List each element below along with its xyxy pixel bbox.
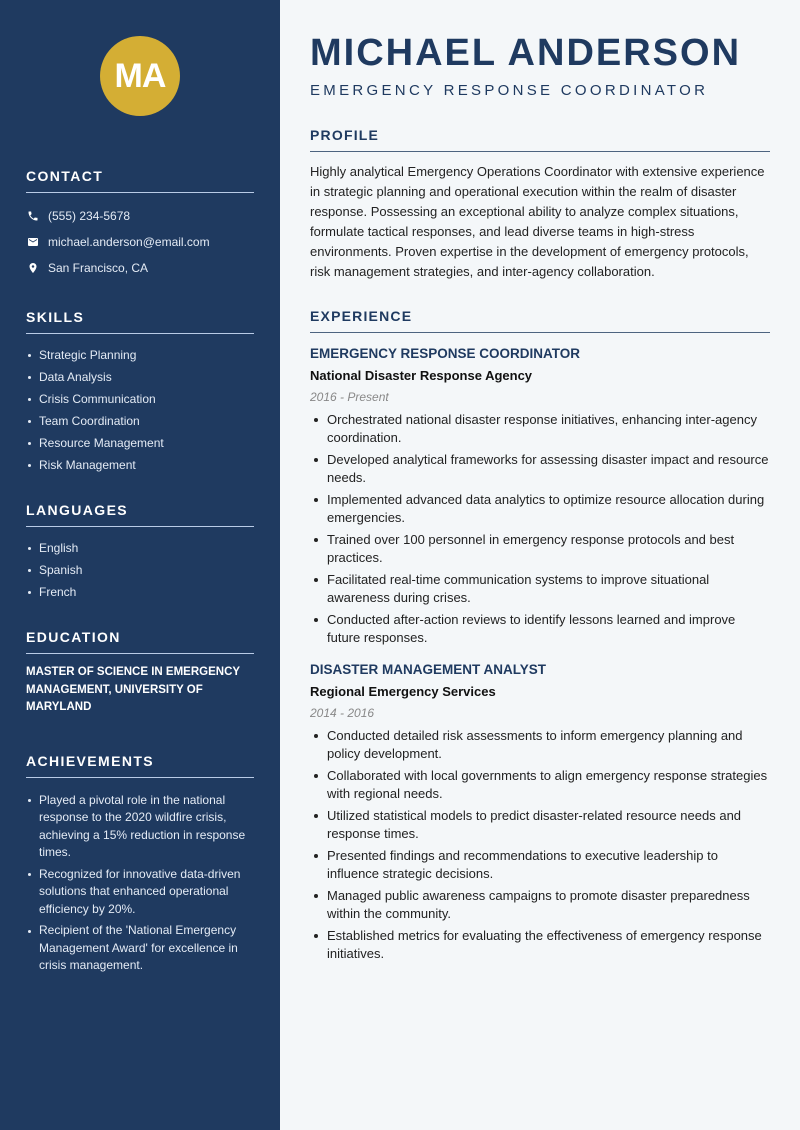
job-bullets bbox=[310, 727, 770, 963]
education-degree: MASTER OF SCIENCE IN EMERGENCY MANAGEMENT, UNIVERSITY OF MARYLAND bbox=[26, 666, 240, 713]
job-bullet: Conducted after-action reviews to identify lessons learned and improve future responses. bbox=[310, 611, 770, 647]
location-pin-icon bbox=[26, 261, 40, 275]
email-icon bbox=[26, 235, 40, 249]
job-dates: 2014 - 2016 bbox=[310, 706, 375, 720]
job-company: Regional Emergency Services bbox=[310, 684, 496, 699]
achievement-item: Recipient of the 'National Emergency Management Award' for excellence in crisis management. bbox=[26, 922, 254, 975]
job-title: DISASTER MANAGEMENT ANALYST bbox=[310, 662, 547, 677]
skills-list bbox=[26, 344, 254, 476]
contact-location bbox=[26, 255, 254, 281]
achievement-item: Played a pivotal role in the national response to the 2020 wildfire crisis, achieving a 15% reduction in response times. bbox=[26, 792, 254, 862]
contact-heading: CONTACT bbox=[26, 168, 254, 193]
skill-item: Risk Management bbox=[26, 454, 254, 476]
skill-item: Data Analysis bbox=[26, 366, 254, 388]
phone-icon bbox=[26, 209, 40, 223]
contact-email bbox=[26, 229, 254, 255]
job-entry bbox=[310, 659, 770, 963]
contact-phone bbox=[26, 203, 254, 229]
email-value[interactable]: michael.anderson@email.com bbox=[48, 235, 210, 249]
phone-value[interactable]: (555) 234-5678 bbox=[48, 209, 131, 223]
experience-heading: EXPERIENCE bbox=[310, 308, 770, 333]
location-value: San Francisco, CA bbox=[48, 261, 149, 275]
job-title: EMERGENCY RESPONSE COORDINATOR bbox=[310, 346, 581, 361]
language-item: English bbox=[26, 537, 254, 559]
job-bullet: Facilitated real-time communication systems to improve situational awareness during crises. bbox=[310, 571, 770, 607]
profile-section bbox=[310, 127, 770, 282]
languages-section bbox=[26, 502, 254, 603]
skills-heading: SKILLS bbox=[26, 309, 254, 334]
contact-section bbox=[26, 168, 254, 281]
job-bullet: Trained over 100 personnel in emergency response protocols and best practices. bbox=[310, 531, 770, 567]
job-bullet: Collaborated with local governments to align emergency response strategies with regional needs. bbox=[310, 767, 770, 803]
job-bullet: Managed public awareness campaigns to promote disaster preparedness within the community. bbox=[310, 887, 770, 923]
education-section bbox=[26, 629, 254, 717]
job-bullet: Implemented advanced data analytics to optimize resource allocation during emergencies. bbox=[310, 491, 770, 527]
achievement-item: Recognized for innovative data-driven solutions that enhanced operational efficiency by 20%. bbox=[26, 866, 254, 919]
skill-item: Crisis Communication bbox=[26, 388, 254, 410]
job-bullets bbox=[310, 411, 770, 647]
main-content bbox=[280, 0, 800, 1130]
languages-list bbox=[26, 537, 254, 603]
achievements-list bbox=[26, 792, 254, 975]
job-bullet: Established metrics for evaluating the effectiveness of emergency response initiatives. bbox=[310, 927, 770, 963]
skills-section bbox=[26, 309, 254, 476]
achievements-heading: ACHIEVEMENTS bbox=[26, 753, 254, 778]
language-item: Spanish bbox=[26, 559, 254, 581]
education-heading: EDUCATION bbox=[26, 629, 254, 654]
job-company: National Disaster Response Agency bbox=[310, 368, 533, 383]
languages-heading: LANGUAGES bbox=[26, 502, 254, 527]
language-item: French bbox=[26, 581, 254, 603]
skill-item: Strategic Planning bbox=[26, 344, 254, 366]
job-bullet: Utilized statistical models to predict disaster-related resource needs and response times. bbox=[310, 807, 770, 843]
job-bullet: Orchestrated national disaster response initiatives, enhancing inter-agency coordination. bbox=[310, 411, 770, 447]
achievements-section bbox=[26, 753, 254, 975]
experience-section bbox=[310, 308, 770, 963]
profile-text: Highly analytical Emergency Operations Coordinator with extensive experience in strategic planning and operational execution within the realm of disaster response. Possessing an exceptional ability to analyze complex situations, formulate tactical responses, and lead diverse teams in high-stress environments. Proven expertise in the development of emergency protocols, risk management strategies, and inter-agency collaboration. bbox=[310, 164, 765, 279]
skill-item: Team Coordination bbox=[26, 410, 254, 432]
candidate-name: MICHAEL ANDERSON bbox=[310, 32, 742, 74]
profile-heading: PROFILE bbox=[310, 127, 770, 152]
skill-item: Resource Management bbox=[26, 432, 254, 454]
avatar-initials: MA bbox=[114, 56, 166, 95]
job-dates: 2016 - Present bbox=[310, 390, 389, 404]
sidebar bbox=[0, 0, 280, 1130]
candidate-title: EMERGENCY RESPONSE COORDINATOR bbox=[310, 82, 709, 99]
job-entry bbox=[310, 343, 770, 647]
job-bullet: Presented findings and recommendations to executive leadership to influence strategic decisions. bbox=[310, 847, 770, 883]
job-bullet: Conducted detailed risk assessments to inform emergency planning and policy development. bbox=[310, 727, 770, 763]
job-bullet: Developed analytical frameworks for assessing disaster impact and resource needs. bbox=[310, 451, 770, 487]
avatar bbox=[100, 36, 180, 116]
